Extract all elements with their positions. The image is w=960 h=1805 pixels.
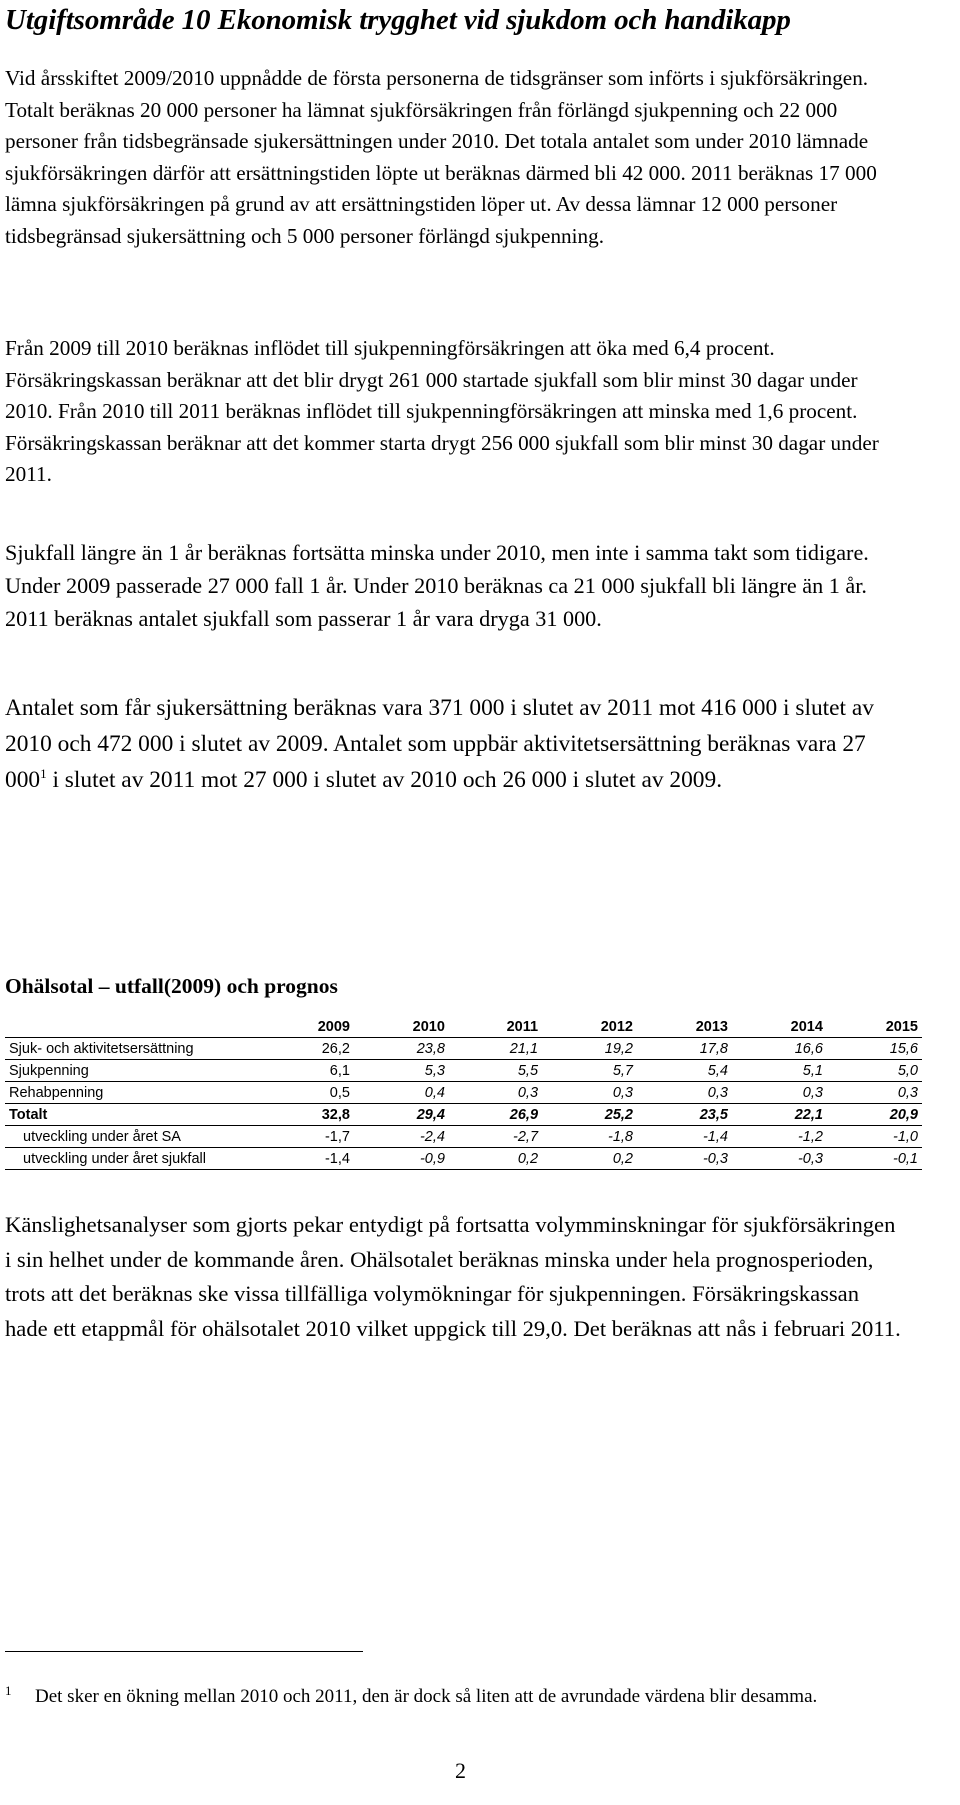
value-cell: 22,1 <box>732 1104 827 1126</box>
value-cell: -2,4 <box>354 1126 449 1148</box>
value-cell: 20,9 <box>827 1104 922 1126</box>
footnote-separator <box>5 1651 363 1652</box>
table-row <box>5 1126 922 1148</box>
forecast-table <box>5 1016 922 1170</box>
value-cell: 0,3 <box>732 1082 827 1104</box>
footnote-text: Det sker en ökning mellan 2010 och 2011, den är dock så liten att de avrundade värdena blir desamma. <box>35 1686 818 1707</box>
table-row <box>5 1038 922 1060</box>
paragraph-sensitivity: Känslighetsanalyser som gjorts pekar entydigt på fortsatta volymminskningar för sjukförsäkringen i sin helhet under de kommande åren. Ohälsotalet beräknas minska under hela prognosperioden, trots att det beräknas ske vissa tillfälliga volymökningar för sjukpenningen. Försäkringskassan hade ett etappmål för ohälsotalet 2010 vilket uppgick till 29,0. Det beräknas att nås i februari 2011. <box>5 1212 901 1341</box>
value-cell: 23,8 <box>354 1038 449 1060</box>
table-row <box>5 1148 922 1170</box>
year-header: 2011 <box>449 1016 542 1038</box>
value-cell: -1,8 <box>542 1126 637 1148</box>
paragraph-sickness-compensation-part1: Antalet som får sjukersättning beräknas vara 371 000 i slutet av 2011 mot 416 000 i slutet av 2010 och 472 000 i slutet av 2009. Antalet som uppbär aktivitetsersättning beräknas vara 27 000 <box>5 695 874 793</box>
page-number: 2 <box>455 1758 466 1783</box>
value-cell: -1,0 <box>827 1126 922 1148</box>
value-cell: 5,5 <box>449 1060 542 1082</box>
table-row <box>5 1060 922 1082</box>
page-title: Utgiftsområde 10 Ekonomisk trygghet vid sjukdom och handikapp <box>5 4 791 36</box>
value-cell: 0,5 <box>259 1082 354 1104</box>
footnote-reference: 1 <box>40 766 47 782</box>
value-cell: -2,7 <box>449 1126 542 1148</box>
value-cell: 5,0 <box>827 1060 922 1082</box>
value-cell: 5,7 <box>542 1060 637 1082</box>
year-header: 2015 <box>827 1016 922 1038</box>
value-cell: 26,2 <box>259 1038 354 1060</box>
paragraph-long-cases: Sjukfall längre än 1 år beräknas fortsätta minska under 2010, men inte i samma takt som tidigare. Under 2009 passerade 27 000 fall 1 år. Under 2010 beräknas ca 21 000 sjukfall bli längre än 1 år. 2011 beräknas antalet sjukfall som passerar 1 år vara dryga 31 000. <box>5 540 869 631</box>
value-cell: -1,4 <box>637 1126 732 1148</box>
value-cell: 0,2 <box>449 1148 542 1170</box>
value-cell: 15,6 <box>827 1038 922 1060</box>
paragraph-time-limits: Vid årsskiftet 2009/2010 uppnådde de första personerna de tidsgränser som införts i sjukförsäkringen. Totalt beräknas 20 000 personer ha lämnat sjukförsäkringen från förlängd sjukpenning och 22 000 personer från tidsbegränsade sjukersättningen under 2010. Det totala antalet som under 2010 lämnade sjukförsäkringen därför att ersättningstiden löpte ut beräknas därmed bli 42 000. 2011 beräknas 17 000 lämna sjukförsäkringen på grund av att ersättningstiden löper ut. Av dessa lämnar 12 000 personer tidsbegränsad sjukersättning och 5 000 personer förlängd sjukpenning. <box>5 66 877 248</box>
table-header-label-cell <box>5 1016 259 1038</box>
value-cell: 17,8 <box>637 1038 732 1060</box>
table-row-total <box>5 1104 922 1126</box>
value-cell: 5,4 <box>637 1060 732 1082</box>
value-cell: 26,9 <box>449 1104 542 1126</box>
row-label: utveckling under året sjukfall <box>5 1148 259 1170</box>
value-cell: -0,3 <box>637 1148 732 1170</box>
paragraph-inflow: Från 2009 till 2010 beräknas inflödet till sjukpenningförsäkringen att öka med 6,4 procent. Försäkringskassan beräknar att det blir drygt 261 000 startade sjukfall som blir minst 30 dagar under 2010. Från 2010 till 2011 beräknas inflödet till sjukpenningförsäkringen att minska med 1,6 procent. Försäkringskassan beräknar att det kommer starta drygt 256 000 sjukfall som blir minst 30 dagar under 2011. <box>5 336 879 486</box>
value-cell: 23,5 <box>637 1104 732 1126</box>
value-cell: 25,2 <box>542 1104 637 1126</box>
paragraph-sickness-compensation <box>5 690 905 798</box>
value-cell: -1,2 <box>732 1126 827 1148</box>
value-cell: 5,3 <box>354 1060 449 1082</box>
value-cell: -0,3 <box>732 1148 827 1170</box>
value-cell: 29,4 <box>354 1104 449 1126</box>
value-cell: 0,3 <box>637 1082 732 1104</box>
value-cell: 0,3 <box>542 1082 637 1104</box>
value-cell: -1,4 <box>259 1148 354 1170</box>
table-row <box>5 1082 922 1104</box>
value-cell: 19,2 <box>542 1038 637 1060</box>
value-cell: 16,6 <box>732 1038 827 1060</box>
table-heading: Ohälsotal – utfall(2009) och prognos <box>5 974 338 998</box>
value-cell: 0,4 <box>354 1082 449 1104</box>
row-label: Sjuk- och aktivitetsersättning <box>5 1038 259 1060</box>
value-cell: 0,2 <box>542 1148 637 1170</box>
value-cell: -0,9 <box>354 1148 449 1170</box>
value-cell: -0,1 <box>827 1148 922 1170</box>
year-header: 2010 <box>354 1016 449 1038</box>
table-header-row <box>5 1016 922 1038</box>
value-cell: 0,3 <box>827 1082 922 1104</box>
year-header: 2013 <box>637 1016 732 1038</box>
year-header: 2012 <box>542 1016 637 1038</box>
value-cell: 6,1 <box>259 1060 354 1082</box>
value-cell: 5,1 <box>732 1060 827 1082</box>
value-cell: 21,1 <box>449 1038 542 1060</box>
footnote <box>5 1684 910 1710</box>
row-label: Sjukpenning <box>5 1060 259 1082</box>
footnote-mark: 1 <box>5 1683 12 1698</box>
row-label: utveckling under året SA <box>5 1126 259 1148</box>
year-header: 2014 <box>732 1016 827 1038</box>
row-label: Totalt <box>5 1104 259 1126</box>
value-cell: 32,8 <box>259 1104 354 1126</box>
value-cell: 0,3 <box>449 1082 542 1104</box>
paragraph-sickness-compensation-part2: i slutet av 2011 mot 27 000 i slutet av 2010 och 26 000 i slutet av 2009. <box>46 767 723 793</box>
row-label: Rehabpenning <box>5 1082 259 1104</box>
value-cell: -1,7 <box>259 1126 354 1148</box>
year-header: 2009 <box>259 1016 354 1038</box>
